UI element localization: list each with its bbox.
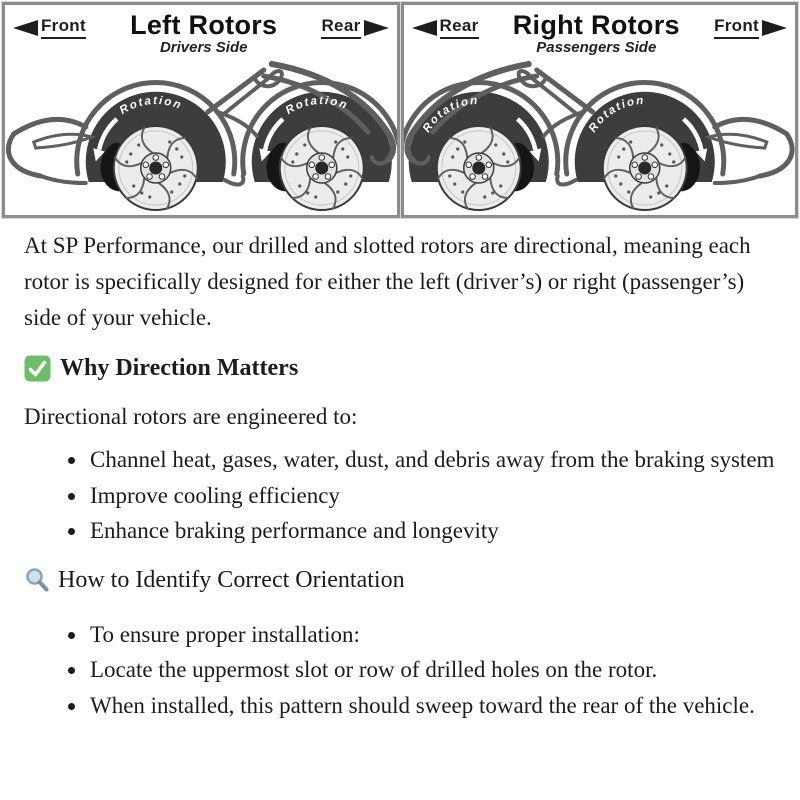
car-silhouette-left [5,56,397,212]
rotation-label: Rotation [117,95,184,118]
list-item: • Enhance braking performance and longevity [88,513,776,549]
rotation-label: Rotation [420,95,479,136]
panel-titles [86,11,322,56]
left-rotors-panel [2,2,400,218]
arrow-right-icon [762,20,787,36]
arrow-left-icon [13,20,38,36]
front-direction-label [714,17,787,39]
rotation-label: Rotation [283,95,350,118]
list-item: • When installed, this pattern should sweep toward the rear of the vehicle. [88,688,776,724]
rear-direction-label [321,17,388,39]
panel-titles [479,11,715,56]
left-panel-header [5,5,397,56]
intro-paragraph: At SP Performance, our drilled and slotted rotors are directional, meaning each rotor is specifically designed for either the left (driver’s) or right (passenger’s) side of your vehicle. [24,233,751,330]
arrow-left-icon [412,20,437,36]
section-heading-identify-orientation [24,565,776,596]
panel-subtitle: Drivers Side [159,39,248,57]
section-heading-text: How to Identify Correct Orientation [58,567,405,594]
rotor-direction-diagram [0,0,800,218]
direction-text: Rear [440,17,479,39]
list-item: • Locate the uppermost slot or row of drilled holes on the rotor. [88,652,776,688]
benefits-list [66,442,776,550]
direction-text: Front [714,17,759,39]
rotation-label: Rotation [586,95,645,136]
car-silhouette-right [404,56,796,212]
panel-title: Left Rotors [130,10,278,40]
direction-text: Rear [321,17,360,39]
right-rotors-panel [401,2,799,218]
orientation-steps-list [66,617,776,725]
panel-title: Right Rotors [512,10,680,40]
arrow-right-icon [364,20,389,36]
magnifying-glass-icon [24,567,51,594]
section-heading-why-direction-matters [24,353,776,384]
check-mark-icon [24,355,51,382]
list-item: • To ensure proper installation: [88,617,776,653]
article-body [0,218,800,724]
section-lead: Directional rotors are engineered to: [24,403,358,429]
right-panel-header [404,5,796,56]
section-heading-text: Why Direction Matters [60,354,299,381]
panel-subtitle: Passengers Side [536,39,657,57]
list-item: • Channel heat, gases, water, dust, and debris away from the braking system [88,442,776,478]
front-direction-label [13,17,86,39]
list-item: • Improve cooling efficiency [88,478,776,514]
rear-direction-label [412,17,479,39]
direction-text: Front [41,17,86,39]
